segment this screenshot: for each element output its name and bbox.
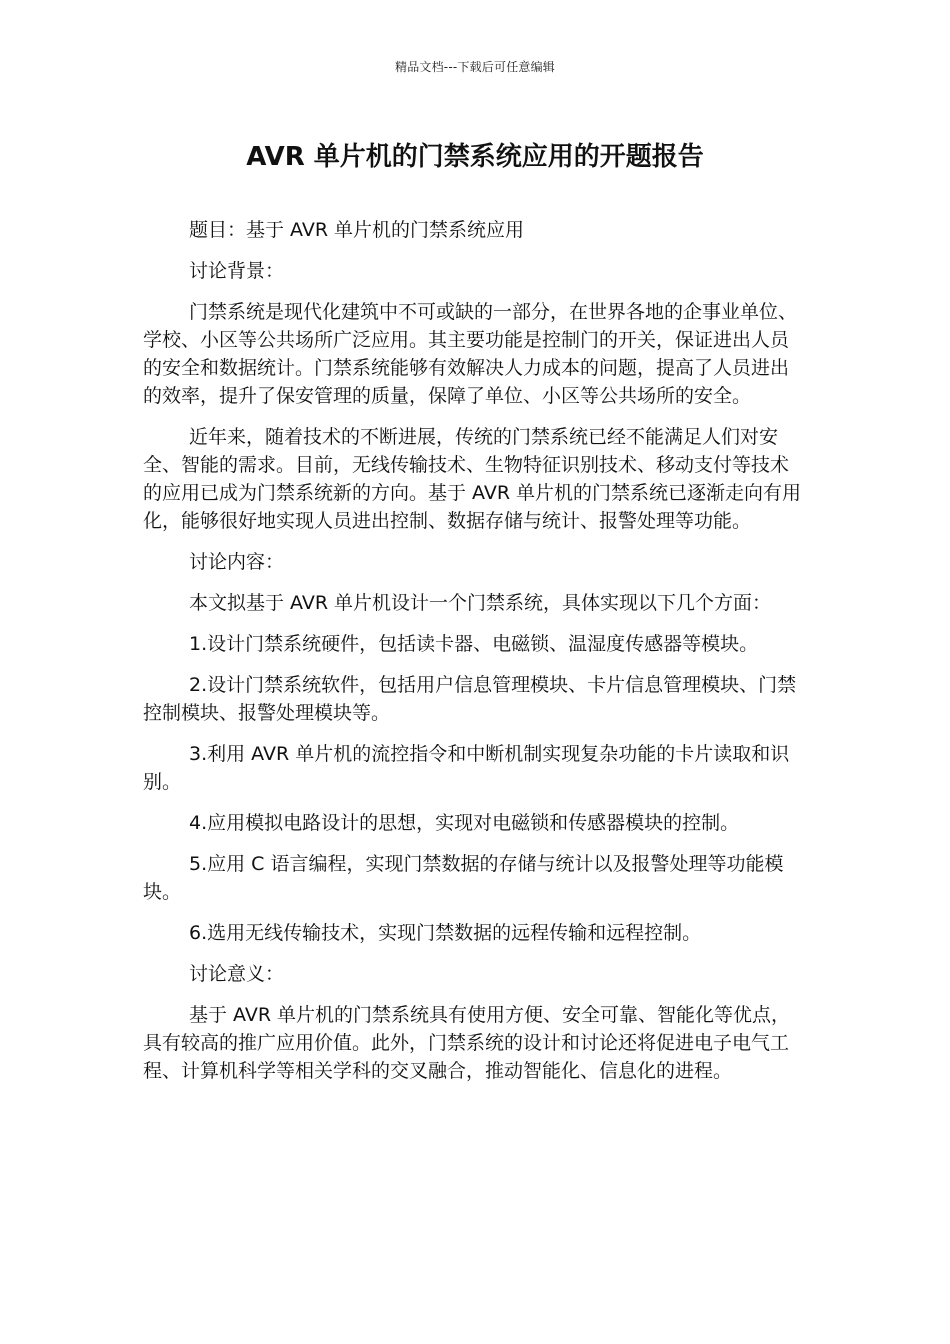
document-title: AVR 单片机的门禁系统应用的开题报告: [246, 142, 704, 172]
significance-paragraph: 基于 AVR 单片机的门禁系统具有使用方便、安全可靠、智能化等优点，具有较高的推广应用价值。此外，门禁系统的设计和讨论还将促进电子电气工程、计算机科学等相关学科的交叉融合，推动智能化、信息化的进程。: [143, 1004, 791, 1082]
significance-heading: 讨论意义：: [189, 963, 285, 985]
content-list-item: 5.应用 C 语言编程，实现门禁数据的存储与统计以及报警处理等功能模块。: [143, 853, 784, 903]
content-list-item: 1.设计门禁系统硬件，包括读卡器、电磁锁、温湿度传感器等模块。: [189, 633, 759, 655]
content-intro: 本文拟基于 AVR 单片机设计一个门禁系统，具体实现以下几个方面：: [189, 592, 772, 614]
content-list-item: 2.设计门禁系统软件，包括用户信息管理模块、卡片信息管理模块、门禁控制模块、报警处理模块等。: [143, 674, 797, 724]
content-list-item: 4.应用模拟电路设计的思想，实现对电磁锁和传感器模块的控制。: [189, 812, 740, 834]
topic-line: 题目：基于 AVR 单片机的门禁系统应用: [189, 219, 525, 241]
header-note: 精品文档---下载后可任意编辑: [395, 60, 555, 74]
background-paragraph: 近年来，随着技术的不断进展，传统的门禁系统已经不能满足人们对安全、智能的需求。目前，无线传输技术、生物特征识别技术、移动支付等技术的应用已成为门禁系统新的方向。基于 AVR 单片机的门禁系统已逐渐走向有用化，能够很好地实现人员进出控制、数据存储与统计、报警处理等功能。: [143, 426, 802, 532]
content-heading: 讨论内容：: [189, 551, 285, 573]
content-list-item: 3.利用 AVR 单片机的流控指令和中断机制实现复杂功能的卡片读取和识别。: [143, 743, 790, 793]
background-paragraph: 门禁系统是现代化建筑中不可或缺的一部分，在世界各地的企事业单位、学校、小区等公共场所广泛应用。其主要功能是控制门的开关，保证进出人员的安全和数据统计。门禁系统能够有效解决人力成本的问题，提高了人员进出的效率，提升了保安管理的质量，保障了单位、小区等公共场所的安全。: [143, 301, 798, 407]
content-list-item: 6.选用无线传输技术，实现门禁数据的远程传输和远程控制。: [189, 922, 702, 944]
document-body: [143, 216, 805, 1098]
background-heading: 讨论背景：: [189, 260, 285, 282]
